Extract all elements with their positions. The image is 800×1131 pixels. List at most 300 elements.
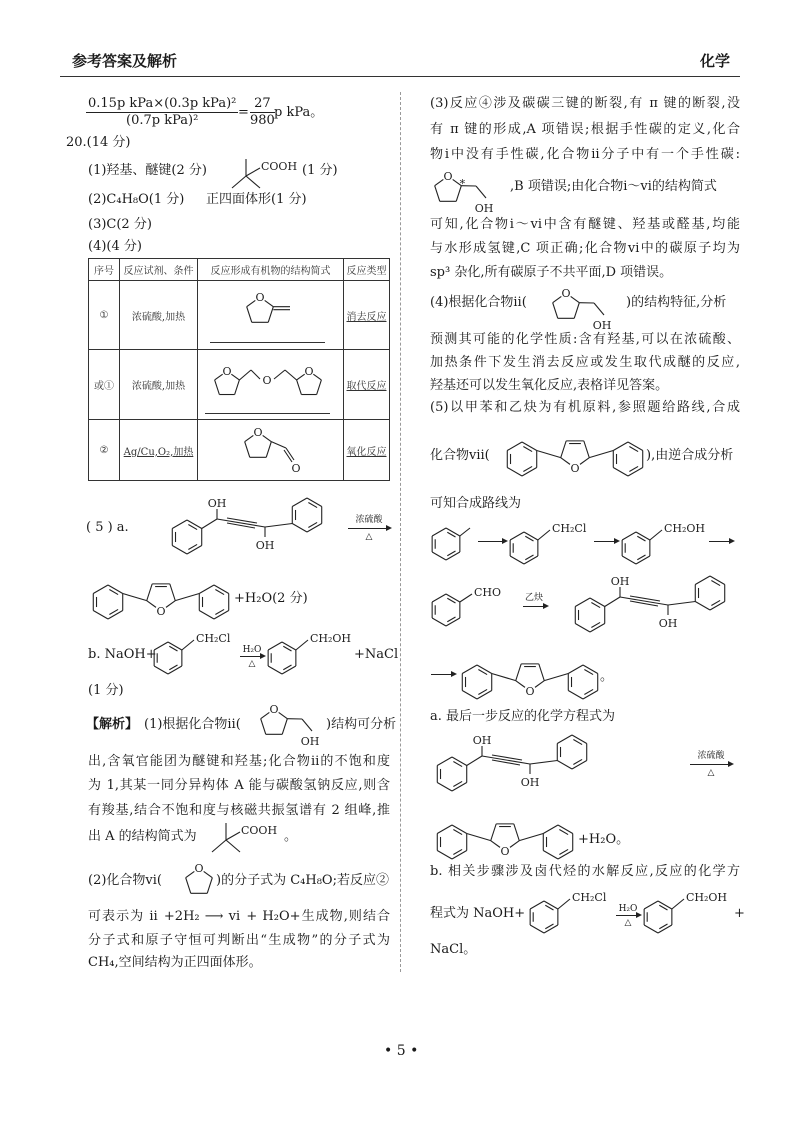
atom-label: O	[304, 365, 314, 378]
atom-label: CH₂OH	[664, 522, 706, 535]
bond	[510, 556, 524, 564]
table-header: 反应试剂、条件	[120, 259, 198, 281]
bond	[572, 761, 587, 770]
arrow-label-bottom: △	[707, 768, 715, 778]
bond	[668, 602, 695, 606]
bond	[297, 380, 302, 395]
bond	[199, 611, 214, 620]
bond	[628, 442, 643, 451]
bond	[452, 783, 467, 792]
atom-label: OH	[300, 735, 320, 748]
bond	[268, 307, 273, 323]
row-number: 或①	[89, 350, 120, 420]
bond	[187, 520, 202, 529]
bond	[622, 556, 636, 564]
fraction-denominator: (0.7p kPa)²	[126, 113, 199, 128]
bond	[590, 598, 605, 607]
bond	[292, 524, 307, 533]
atom-label: *	[459, 177, 466, 191]
bond	[214, 611, 229, 620]
methylene-thf-structure	[238, 285, 298, 329]
bond	[553, 303, 558, 319]
arrow-label-top: 乙炔	[524, 593, 543, 603]
bond	[557, 735, 572, 744]
route-arrow	[709, 541, 733, 542]
analysis-line: (5)以甲苯和乙炔为有机原料,参照题给路线,合成	[430, 400, 740, 415]
bond	[202, 519, 217, 529]
bond	[557, 761, 572, 770]
question-20: 20.(14 分)	[66, 135, 131, 150]
atom-label: O	[525, 685, 535, 698]
bond	[446, 552, 460, 560]
analysis-line: a. 最后一步反应的化学方程式为	[430, 709, 616, 724]
atom-label: COOH	[261, 160, 298, 173]
compound-vi-structure	[180, 860, 218, 900]
result-suffix: p kPa。	[274, 105, 324, 120]
bond	[628, 468, 643, 477]
bond	[553, 296, 562, 302]
row-number: ①	[89, 281, 120, 350]
bond	[235, 380, 240, 395]
analysis-line: (2)化合物ⅵ(	[88, 873, 162, 888]
atom-label: OH	[658, 617, 678, 630]
bond	[282, 666, 296, 674]
fraction	[86, 96, 238, 129]
bond	[535, 681, 544, 688]
route-end: 。	[600, 669, 614, 684]
bond	[571, 296, 580, 302]
bond	[108, 611, 123, 620]
bond	[265, 524, 292, 528]
bond	[507, 442, 522, 451]
bond	[537, 451, 561, 458]
atom-label: CH₂OH	[686, 891, 728, 904]
benzyl-chloride-structure	[506, 520, 596, 568]
analysis-line: (4)根据化合物ⅱ(	[430, 295, 527, 310]
table-header: 反应形成有机物的结构简式	[198, 259, 344, 281]
atom-label: O	[443, 170, 453, 183]
bond	[584, 441, 589, 458]
analysis-line: 预测其可能的化学性质:含有羟基,可以在浓硫酸、	[430, 332, 740, 347]
benzaldehyde-structure	[428, 582, 508, 630]
analysis-line: 出,含氧官能团为醚键和羟基;化合物ⅱ的不饱和度	[88, 754, 390, 769]
bond	[170, 584, 175, 601]
bond	[492, 755, 522, 760]
atom-label: O	[500, 845, 510, 858]
bond	[93, 585, 108, 594]
bond	[302, 719, 312, 731]
bond	[168, 642, 182, 650]
bond	[594, 303, 604, 315]
row-condition: 浓硫酸,加热	[120, 281, 198, 350]
bond	[207, 878, 212, 894]
analysis-line: 可表示为 ⅱ +2H₂ ⟶ ⅵ + H₂O+生成物,则结合	[88, 909, 390, 924]
analysis-line: 加热条件下发生消去反应或发生取代成醚的反应,	[430, 355, 740, 370]
bond	[147, 584, 152, 601]
atom-label: OH	[610, 575, 630, 588]
plus-sign: +	[734, 906, 745, 921]
atom-label: O	[194, 862, 204, 875]
compound-vii-structure	[500, 425, 650, 483]
bond	[514, 824, 519, 841]
bond	[247, 300, 256, 306]
bond	[279, 712, 288, 718]
bond	[522, 468, 537, 477]
bond	[538, 530, 550, 540]
answer-4: (4)(4 分)	[88, 239, 142, 254]
bond	[266, 442, 271, 458]
bond	[261, 719, 266, 735]
bond	[568, 691, 583, 700]
bond	[492, 674, 516, 681]
bond	[516, 681, 525, 688]
reaction-arrow	[240, 656, 264, 657]
bond	[650, 530, 662, 540]
bond	[561, 441, 566, 458]
bond	[477, 665, 492, 674]
atom-label: CH₂OH	[310, 632, 352, 645]
page-number: • 5 •	[384, 1043, 419, 1059]
analysis-line: 有 π 键的形成,A 项错误;根据手性碳的定义,化合	[430, 122, 740, 137]
analysis-line: (1)根据化合物ⅱ(	[144, 717, 241, 732]
bond	[467, 834, 491, 841]
atom-label: OH	[207, 497, 227, 510]
bond	[226, 832, 240, 840]
answer-underline	[205, 413, 330, 414]
arrow-label-bottom: △	[365, 532, 373, 542]
result-numerator: 27	[250, 96, 275, 113]
bond	[467, 756, 482, 766]
benzyl-alcohol-structure	[264, 630, 354, 678]
bond	[307, 498, 322, 507]
answer-1: (1)羟基、醚键(2 分)	[88, 163, 207, 178]
answer-2-shape: 正四面体形(1 分)	[206, 192, 307, 207]
bond	[437, 825, 452, 834]
bond	[491, 841, 500, 848]
arrow-label-top: 浓硫酸	[697, 751, 725, 761]
diphenyl-dihydrofuran-structure	[430, 808, 580, 866]
bond	[460, 594, 472, 602]
bond	[605, 597, 620, 607]
bond	[227, 518, 257, 523]
atom-label: O	[262, 374, 272, 387]
bond	[246, 176, 260, 188]
bond	[539, 664, 544, 681]
route-arrow	[594, 541, 618, 542]
table-header: 反应类型	[344, 259, 390, 281]
bond	[492, 760, 520, 765]
bond	[580, 458, 589, 465]
bond	[583, 691, 598, 700]
result-denominator: 980	[250, 113, 275, 128]
bond	[93, 611, 108, 620]
atom-label: OH	[474, 202, 494, 215]
analysis-line: 物ⅰ中没有手性碳,化合物ⅱ分子中有一个手性碳:	[430, 147, 740, 162]
analysis-line: 有羧基,结合不饱和度与核磁共振氢谱有 2 组峰,推	[88, 803, 390, 818]
bond	[199, 585, 214, 594]
analysis-line: sp³ 杂化,所有碳原子不共平面,D 项错误。	[430, 265, 673, 280]
analysis-line: b. 相关步骤涉及卤代烃的水解反应,反应的化学方	[430, 864, 740, 879]
answer-2: (2)C₄H₈O(1 分)	[88, 192, 185, 207]
atom-label: O	[269, 703, 279, 716]
route-arrow	[523, 606, 547, 607]
bond	[227, 523, 255, 528]
bond	[446, 528, 460, 536]
bond	[435, 179, 444, 185]
bond	[462, 691, 477, 700]
bond	[168, 666, 182, 674]
bond	[644, 925, 658, 933]
bond	[544, 674, 568, 681]
part-5a-label: ( 5 ) a.	[86, 520, 129, 535]
analysis-line: 与水形成氢键,C 项正确;化合物ⅵ中的碳原子均为	[430, 241, 740, 256]
bond	[432, 594, 446, 602]
bond	[636, 556, 650, 564]
bond	[622, 532, 636, 540]
part-5b-score: (1 分)	[88, 683, 124, 698]
bond	[296, 640, 308, 650]
bond	[446, 618, 460, 626]
header-title: 参考答案及解析	[72, 52, 178, 70]
reaction-arrow	[616, 915, 640, 916]
analysis-tag: 【解析】	[86, 717, 139, 732]
bond	[524, 532, 538, 540]
bond	[226, 840, 240, 852]
part-5b-tail: +NaCl	[354, 647, 399, 662]
header-subject: 化学	[700, 52, 731, 70]
bond	[274, 370, 285, 379]
bond	[543, 825, 558, 834]
atom-label: O	[291, 462, 301, 475]
atom-label: O	[255, 291, 265, 304]
bond	[710, 602, 725, 611]
bond	[630, 601, 658, 606]
bond	[575, 624, 590, 633]
bond	[530, 901, 544, 909]
analysis-line: )的结构特征,分析	[626, 295, 727, 310]
bond	[437, 851, 452, 860]
chiral-compound-ii-structure	[430, 168, 510, 216]
diol-alkyne-structure	[165, 497, 335, 559]
bond	[672, 899, 684, 909]
bond	[231, 374, 239, 380]
column-divider	[400, 92, 401, 972]
bond	[154, 666, 168, 674]
analysis-line: ),由逆合成分析	[646, 448, 734, 463]
bond	[292, 498, 307, 507]
atom-label: O	[570, 462, 580, 475]
bond	[695, 576, 710, 585]
bond	[247, 307, 252, 323]
analysis-line: )结构可分析	[326, 717, 397, 732]
bond	[530, 761, 557, 765]
bond	[590, 624, 605, 633]
bond	[636, 532, 650, 540]
bond	[212, 840, 226, 852]
bond	[437, 757, 452, 766]
bond	[186, 871, 195, 877]
diol-alkyne-structure	[430, 734, 600, 796]
row-type: 消去反应	[346, 311, 387, 323]
bond	[166, 601, 175, 608]
bond	[558, 899, 570, 909]
bond	[307, 524, 322, 533]
bond	[246, 168, 260, 176]
analysis-line: 化合物ⅶ(	[430, 448, 490, 463]
bond	[435, 186, 440, 202]
bond	[268, 666, 282, 674]
bond	[544, 925, 558, 933]
analysis-line: ,B 项错误;由化合物ⅰ～ⅵ的结构简式	[510, 179, 717, 194]
bond	[265, 300, 274, 306]
analysis-line: )的分子式为 C₄H₈O;若反应②	[216, 873, 389, 888]
bond	[446, 594, 460, 602]
fraction-numerator: 0.15p kPa×(0.3p kPa)²	[88, 96, 237, 111]
analysis-line: 可知,化合物ⅰ～ⅵ中含有醚键、羟基或醛基,均能	[430, 217, 740, 232]
atom-label: CH₂Cl	[552, 522, 587, 535]
bond	[432, 528, 446, 536]
benzyl-alcohol-structure	[640, 889, 730, 937]
bond	[476, 186, 486, 198]
reaction-arrow	[348, 528, 390, 529]
bond	[297, 374, 305, 380]
analysis-line: CH₄,空间结构为正四面体形。	[88, 955, 262, 970]
atom-label: O	[253, 426, 263, 439]
toluene-structure	[428, 520, 476, 564]
bond	[186, 878, 191, 894]
bond	[583, 665, 598, 674]
diol-alkyne-structure	[568, 575, 738, 637]
thf-aldehyde-structure	[238, 422, 308, 478]
bond	[507, 468, 522, 477]
bond	[204, 871, 213, 877]
row-type: 取代反应	[346, 381, 387, 392]
bond	[263, 435, 272, 441]
answer-3: (3)C(2 分)	[88, 217, 152, 232]
bond	[460, 528, 470, 536]
bond	[268, 642, 282, 650]
table-header: 序号	[89, 259, 120, 281]
analysis-line: 羟基还可以发生氧化反应,表格详见答案。	[430, 378, 669, 393]
bond	[452, 757, 467, 766]
atom-label: CH₂Cl	[572, 891, 607, 904]
bond	[282, 719, 287, 735]
bond	[558, 825, 573, 834]
analysis-line-end: 。	[284, 829, 298, 844]
atom-label: OH	[255, 539, 275, 552]
bond	[644, 901, 658, 909]
bond	[630, 596, 660, 601]
bond	[154, 642, 168, 650]
atom-label: CHO	[474, 586, 502, 599]
diphenyl-dihydrofuran-structure	[86, 568, 236, 626]
bond	[477, 691, 492, 700]
answer-1-score: (1 分)	[302, 163, 338, 178]
benzyl-chloride-structure	[526, 889, 616, 937]
bond	[519, 834, 543, 841]
bond	[462, 665, 477, 674]
bond	[215, 380, 220, 395]
bond	[108, 585, 123, 594]
row-condition: Ag/Cu,O₂,加热	[123, 446, 194, 458]
route-arrow	[431, 674, 455, 675]
analysis-line: 为 1,其某一同分异构体 A 能与碳酸氢钠反应,则含	[88, 778, 390, 793]
result-fraction	[250, 96, 275, 129]
tert-butyl-carboxylic-acid-structure	[208, 820, 278, 856]
arrow-label-top: H₂O	[242, 645, 262, 655]
bond	[317, 380, 322, 395]
compound-ii-structure	[548, 285, 628, 333]
benzyl-alcohol-structure	[618, 520, 708, 568]
bond	[589, 451, 613, 458]
answer-underline	[210, 342, 325, 343]
bond	[251, 370, 260, 379]
ether-dimer-structure	[205, 352, 335, 407]
route-arrow	[478, 541, 506, 542]
analysis-line: (3)反应④涉及碳碳三键的断裂,有 π 键的断裂,没	[430, 96, 740, 111]
bond	[516, 664, 521, 681]
bond	[182, 640, 194, 650]
bond	[271, 442, 286, 448]
bond	[710, 576, 725, 585]
bond	[432, 618, 446, 626]
analysis-line: 程式为 NaOH+	[430, 906, 526, 921]
bond	[239, 370, 251, 380]
bond	[187, 546, 202, 555]
bond	[613, 468, 628, 477]
bond	[172, 520, 187, 529]
atom-label: COOH	[241, 824, 278, 837]
bond	[574, 303, 579, 319]
analysis-line: 可知合成路线为	[430, 496, 522, 511]
bond	[245, 442, 250, 458]
bond	[175, 594, 199, 601]
part-5b-label: b. NaOH+	[88, 647, 157, 662]
bond	[432, 552, 446, 560]
bond	[313, 374, 321, 380]
bond	[437, 783, 452, 792]
bond	[123, 594, 147, 601]
bond	[572, 735, 587, 744]
bond	[232, 176, 246, 188]
atom-label: OH	[472, 734, 492, 747]
bond	[285, 370, 297, 380]
bond	[147, 601, 156, 608]
tert-butyl-carboxylic-acid-structure	[228, 156, 298, 192]
reaction-arrow	[690, 764, 732, 765]
table-header-row	[89, 259, 390, 281]
bond	[568, 665, 583, 674]
row-condition: 浓硫酸,加热	[120, 350, 198, 420]
bond	[172, 546, 187, 555]
atom-label: OH	[592, 319, 612, 332]
bond	[510, 841, 519, 848]
bond	[261, 712, 270, 718]
bond	[522, 442, 537, 451]
analysis-line: 分子式和原子守恒可判断出“生成物”的分子式为	[88, 933, 390, 948]
compound-ii-structure	[256, 701, 336, 749]
bond	[658, 925, 672, 933]
bond	[491, 824, 496, 841]
bond	[544, 901, 558, 909]
bond	[695, 602, 710, 611]
atom-label: CH₂Cl	[196, 632, 231, 645]
analysis-line: 出 A 的结构简式为	[88, 829, 197, 844]
bond	[245, 435, 254, 441]
bond	[543, 851, 558, 860]
bond	[452, 825, 467, 834]
bond	[510, 532, 524, 540]
